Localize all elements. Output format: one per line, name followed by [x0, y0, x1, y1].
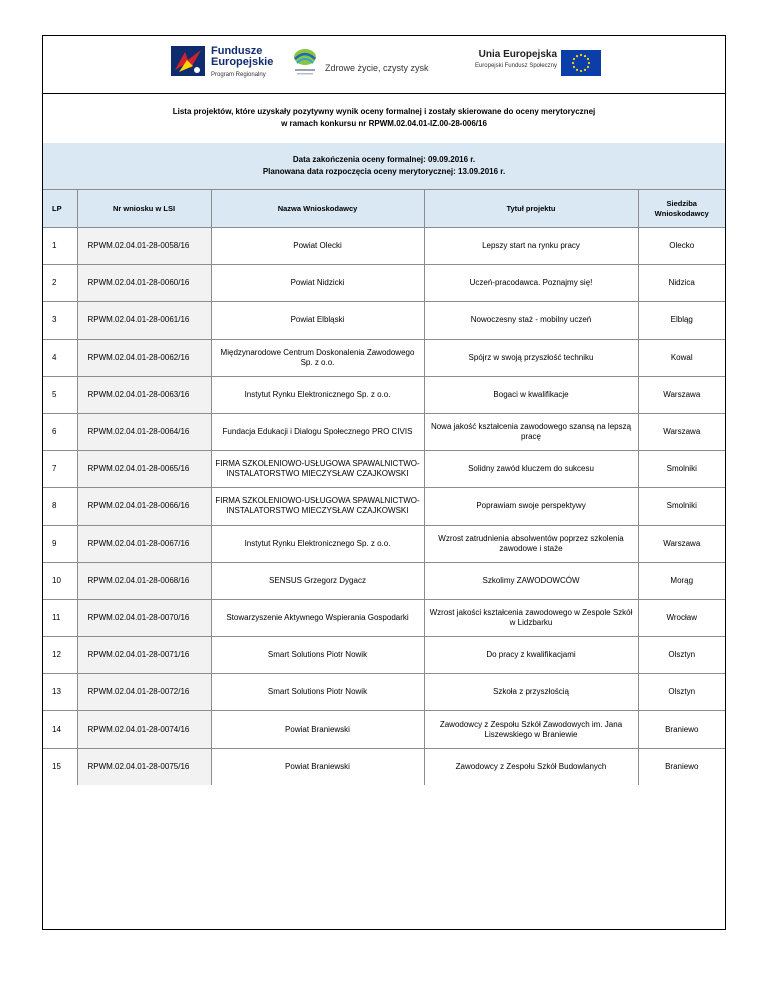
cell-nr: RPWM.02.04.01-28-0061/16 — [77, 302, 211, 339]
cell-title: Wzrost zatrudnienia absolwentów poprzez szkolenia zawodowe i staże — [424, 525, 638, 562]
table-row — [43, 376, 725, 413]
cell-lp: 5 — [43, 376, 77, 413]
cell-seat: Elbląg — [638, 302, 725, 339]
table-header-row — [43, 190, 725, 228]
table-row — [43, 637, 725, 674]
cell-title: Szkolimy ZAWODOWCÓW — [424, 562, 638, 599]
cell-nr: RPWM.02.04.01-28-0072/16 — [77, 674, 211, 711]
cell-seat: Olsztyn — [638, 637, 725, 674]
table-row — [43, 228, 725, 265]
cell-seat: Olecko — [638, 228, 725, 265]
cell-nr: RPWM.02.04.01-28-0068/16 — [77, 562, 211, 599]
logo-bar — [43, 36, 725, 94]
cell-title: Nowoczesny staż - mobilny uczeń — [424, 302, 638, 339]
table-row — [43, 339, 725, 376]
fe-star-icon — [171, 46, 205, 76]
cell-title: Uczeń-pracodawca. Poznajmy się! — [424, 265, 638, 302]
cell-lp: 6 — [43, 413, 77, 450]
table-row — [43, 562, 725, 599]
document-title — [43, 93, 725, 144]
cell-title: Zawodowcy z Zespołu Szkół Budowlanych — [424, 748, 638, 785]
cell-seat: Braniewo — [638, 748, 725, 785]
dates-banner — [43, 143, 725, 190]
cell-title: Do pracy z kwalifikacjami — [424, 637, 638, 674]
cell-title: Solidny zawód kluczem do sukcesu — [424, 451, 638, 488]
cell-name: Powiat Elbląski — [211, 302, 424, 339]
cell-lp: 12 — [43, 637, 77, 674]
title-line2: w ramach konkursu nr RPWM.02.04.01-IZ.00-28-006/16 — [281, 119, 487, 128]
cell-name: Instytut Rynku Elektronicznego Sp. z o.o. — [211, 525, 424, 562]
fe-line2: Europejskie — [211, 56, 274, 68]
title-line1: Lista projektów, które uzyskały pozytywny wynik oceny formalnej i zostały skierowane do oceny merytorycznej — [172, 107, 596, 116]
cell-nr: RPWM.02.04.01-28-0064/16 — [77, 413, 211, 450]
table-row — [43, 451, 725, 488]
cell-nr: RPWM.02.04.01-28-0066/16 — [77, 488, 211, 525]
dates-line2: Planowana data rozpoczęcia oceny merytorycznej: 13.09.2016 r. — [262, 167, 506, 176]
dates-line1: Data zakończenia oceny formalnej: 09.09.2016 r. — [292, 155, 476, 164]
cell-name: Powiat Olecki — [211, 228, 424, 265]
cell-name: Międzynarodowe Centrum Doskonalenia Zawodowego Sp. z o.o. — [211, 339, 424, 376]
header-nr: Nr wniosku w LSI — [77, 190, 211, 228]
cell-lp: 13 — [43, 674, 77, 711]
cell-title: Zawodowcy z Zespołu Szkół Zawodowych im. Jana Liszewskiego w Braniewie — [424, 711, 638, 748]
cell-name: FIRMA SZKOLENIOWO-USŁUGOWA SPAWALNICTWO-INSTALATORSTWO MIECZYSŁAW CZAJKOWSKI — [211, 451, 424, 488]
cell-nr: RPWM.02.04.01-28-0065/16 — [77, 451, 211, 488]
cell-seat: Smolniki — [638, 488, 725, 525]
cell-lp: 15 — [43, 748, 77, 785]
cell-title: Wzrost jakości kształcenia zawodowego w Zespole Szkół w Lidzbarku — [424, 599, 638, 636]
header-lp: LP — [43, 190, 77, 228]
cell-title: Bogaci w kwalifikacje — [424, 376, 638, 413]
cell-lp: 8 — [43, 488, 77, 525]
cell-seat: Kowal — [638, 339, 725, 376]
cell-nr: RPWM.02.04.01-28-0062/16 — [77, 339, 211, 376]
header-seat: Siedziba Wnioskodawcy — [638, 190, 725, 228]
header-name: Nazwa Wnioskodawcy — [211, 190, 424, 228]
cell-title: Poprawiam swoje perspektywy — [424, 488, 638, 525]
fe-sub: Program Regionalny — [211, 72, 266, 78]
document-frame — [42, 35, 726, 930]
ue-title: Unia Europejska — [478, 49, 557, 60]
wm-slogan: Zdrowe życie, czysty zysk — [325, 63, 429, 73]
cell-lp: 11 — [43, 599, 77, 636]
cell-seat: Warszawa — [638, 376, 725, 413]
cell-name: Powiat Nidzicki — [211, 265, 424, 302]
warmia-mazury-leaf-icon — [291, 47, 319, 77]
cell-lp: 10 — [43, 562, 77, 599]
table-row — [43, 302, 725, 339]
cell-seat: Morąg — [638, 562, 725, 599]
cell-name: FIRMA SZKOLENIOWO-USŁUGOWA SPAWALNICTWO-INSTALATORSTWO MIECZYSŁAW CZAJKOWSKI — [211, 488, 424, 525]
cell-title: Spójrz w swoją przyszłość techniku — [424, 339, 638, 376]
table-row — [43, 413, 725, 450]
cell-nr: RPWM.02.04.01-28-0075/16 — [77, 748, 211, 785]
cell-title: Nowa jakość kształcenia zawodowego szansą na lepszą pracę — [424, 413, 638, 450]
cell-nr: RPWM.02.04.01-28-0074/16 — [77, 711, 211, 748]
cell-seat: Smolniki — [638, 451, 725, 488]
cell-nr: RPWM.02.04.01-28-0058/16 — [77, 228, 211, 265]
cell-lp: 4 — [43, 339, 77, 376]
cell-seat: Nidzica — [638, 265, 725, 302]
table-row — [43, 674, 725, 711]
cell-seat: Olsztyn — [638, 674, 725, 711]
table-row — [43, 748, 725, 785]
cell-nr: RPWM.02.04.01-28-0071/16 — [77, 637, 211, 674]
cell-lp: 2 — [43, 265, 77, 302]
cell-nr: RPWM.02.04.01-28-0063/16 — [77, 376, 211, 413]
cell-seat: Braniewo — [638, 711, 725, 748]
cell-nr: RPWM.02.04.01-28-0070/16 — [77, 599, 211, 636]
cell-name: Powiat Braniewski — [211, 748, 424, 785]
projects-table — [43, 189, 725, 785]
table-row — [43, 525, 725, 562]
cell-nr: RPWM.02.04.01-28-0067/16 — [77, 525, 211, 562]
cell-name: Smart Solutions Piotr Nowik — [211, 674, 424, 711]
cell-name: Smart Solutions Piotr Nowik — [211, 637, 424, 674]
eu-flag-icon — [561, 50, 601, 76]
cell-lp: 1 — [43, 228, 77, 265]
cell-lp: 7 — [43, 451, 77, 488]
cell-lp: 3 — [43, 302, 77, 339]
cell-name: Stowarzyszenie Aktywnego Wspierania Gospodarki — [211, 599, 424, 636]
cell-title: Lepszy start na rynku pracy — [424, 228, 638, 265]
cell-name: Fundacja Edukacji i Dialogu Społecznego PRO CIVIS — [211, 413, 424, 450]
cell-name: Powiat Braniewski — [211, 711, 424, 748]
cell-seat: Wrocław — [638, 599, 725, 636]
cell-title: Szkoła z przyszłością — [424, 674, 638, 711]
table-row — [43, 711, 725, 748]
header-title: Tytuł projektu — [424, 190, 638, 228]
cell-name: SENSUS Grzegorz Dygacz — [211, 562, 424, 599]
cell-name: Instytut Rynku Elektronicznego Sp. z o.o. — [211, 376, 424, 413]
cell-seat: Warszawa — [638, 413, 725, 450]
ue-sub: Europejski Fundusz Społeczny — [474, 63, 557, 69]
fe-line1: Fundusze — [211, 45, 263, 57]
cell-nr: RPWM.02.04.01-28-0060/16 — [77, 265, 211, 302]
cell-lp: 9 — [43, 525, 77, 562]
table-row — [43, 599, 725, 636]
table-row — [43, 488, 725, 525]
cell-lp: 14 — [43, 711, 77, 748]
cell-seat: Warszawa — [638, 525, 725, 562]
table-row — [43, 265, 725, 302]
